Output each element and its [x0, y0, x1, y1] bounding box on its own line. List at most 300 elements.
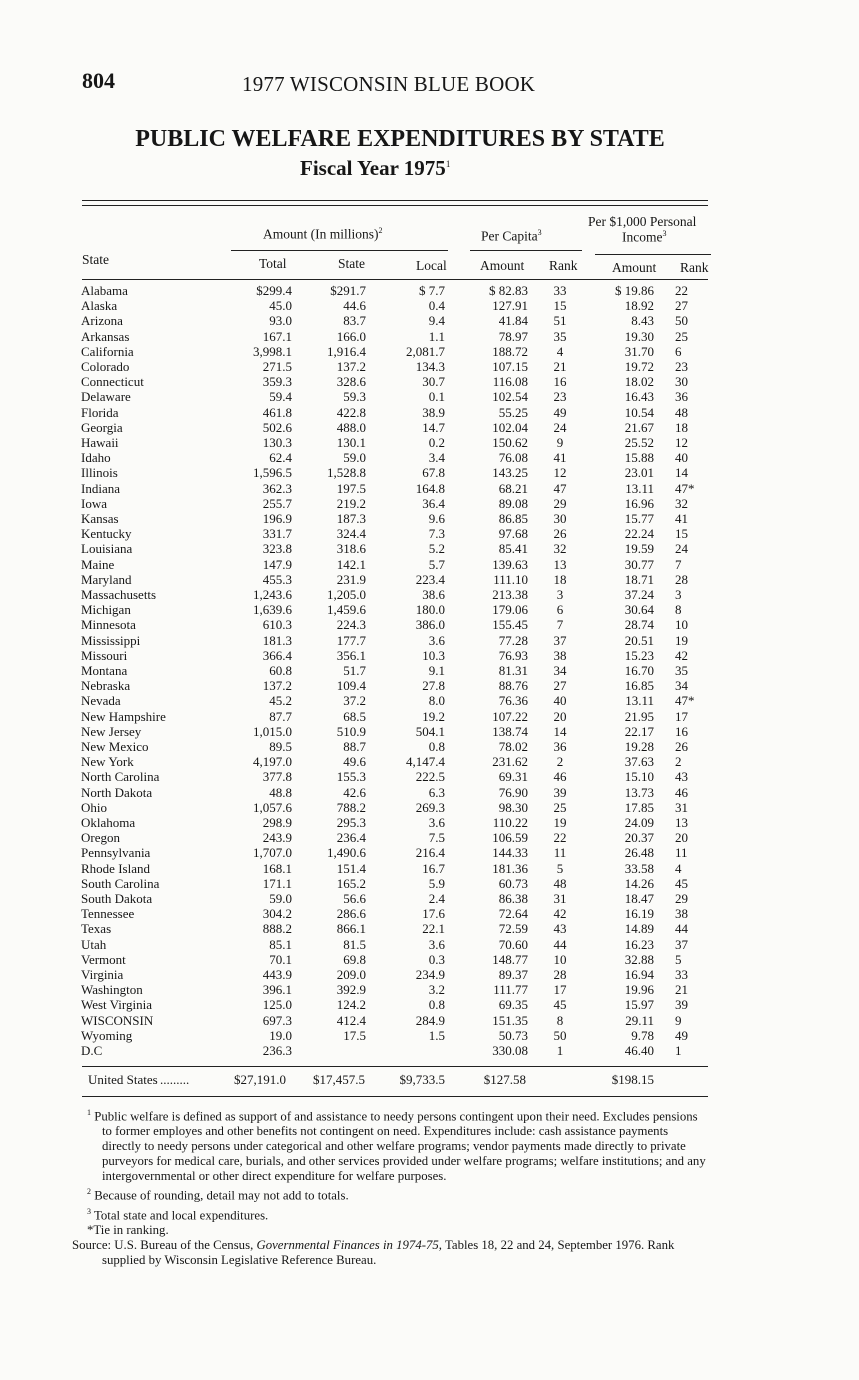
- state-name: [81, 283, 213, 298]
- state-name: [81, 937, 213, 952]
- per-income-amount: 22.17: [624, 723, 654, 739]
- state-name-text: D.C: [81, 1043, 103, 1058]
- state-amount: 356.1: [336, 647, 366, 663]
- state-amount: 197.5: [336, 480, 366, 496]
- state-name: [81, 389, 213, 404]
- state-name-text: Wyoming: [81, 1027, 133, 1043]
- state-name: [81, 769, 213, 784]
- table-row: [0, 921, 859, 936]
- total-amount: 85.1: [269, 936, 292, 952]
- per-capita-amount: 76.90: [498, 784, 528, 800]
- per-income-rank: 27: [675, 298, 688, 314]
- local-amount: 0.3: [428, 951, 445, 967]
- state-name-text: Rhode Island: [81, 860, 150, 876]
- state-amount: 42.6: [343, 784, 366, 800]
- table-row: [0, 374, 859, 389]
- table-row: [0, 693, 859, 708]
- state-name: [81, 541, 213, 556]
- state-name-text: New Mexico: [81, 739, 149, 754]
- state-name-text: Michigan: [81, 602, 131, 618]
- table-row: [0, 830, 859, 845]
- state-name: [81, 405, 213, 420]
- per-income-amount: 18.02: [624, 374, 654, 390]
- state-name-text: New Hampshire: [81, 708, 166, 724]
- state-amount: 1,459.6: [327, 602, 366, 618]
- state-name: [81, 496, 213, 511]
- header-bottom-rule: [82, 279, 708, 280]
- header-per-income-amount: Amount: [612, 260, 657, 275]
- state-name: [81, 709, 213, 724]
- per-income-amount: 20.37: [624, 830, 654, 846]
- per-income-rank: 32: [675, 495, 688, 511]
- table-row: [0, 1013, 859, 1028]
- local-amount: 19.2: [422, 708, 445, 724]
- per-income-rank: 49: [675, 1027, 688, 1043]
- table-row: [0, 1028, 859, 1043]
- per-income-amount: 15.77: [624, 511, 654, 526]
- state-name: [81, 602, 213, 617]
- page-number: 804: [82, 68, 115, 93]
- total-amount: 168.1: [262, 860, 292, 876]
- per-capita-rank: 23: [553, 389, 567, 405]
- per-income-amount: 22.24: [624, 526, 654, 542]
- per-capita-amount: 231.62: [492, 754, 528, 770]
- per-capita-amount: 78.02: [498, 739, 528, 754]
- total-amount: 304.2: [262, 906, 292, 922]
- per-income-rank: 42: [675, 647, 688, 663]
- per-capita-amount: 98.30: [498, 799, 528, 815]
- per-income-amount: 9.78: [631, 1027, 654, 1043]
- state-name: [81, 435, 213, 450]
- per-income-amount: 32.88: [624, 951, 654, 967]
- per-income-amount: 15.10: [624, 769, 654, 785]
- state-name-text: Iowa: [81, 495, 107, 511]
- state-name-text: Nebraska: [81, 678, 131, 694]
- per-income-amount: 18.47: [624, 891, 654, 906]
- per-capita-amount: 70.60: [498, 936, 528, 952]
- table-row: [0, 663, 859, 678]
- total-amount: 502.6: [262, 419, 292, 435]
- per-income-rank: 35: [675, 663, 688, 678]
- local-amount: 10.3: [422, 647, 445, 663]
- state-amount: 422.8: [336, 404, 366, 420]
- per-income-rank: 8: [675, 602, 682, 618]
- local-amount: 164.8: [415, 480, 445, 496]
- per-capita-amount: 76.36: [498, 693, 528, 709]
- state-amount: 488.0: [336, 419, 366, 435]
- per-income-amount: 15.88: [624, 450, 654, 466]
- table-row: [0, 800, 859, 815]
- per-income-rank: 14: [675, 465, 688, 481]
- local-amount: 223.4: [415, 571, 445, 587]
- per-capita-amount: 60.73: [498, 875, 528, 891]
- state-name: [81, 967, 213, 982]
- per-capita-rank: 12: [553, 465, 567, 481]
- state-name: [81, 845, 213, 860]
- local-amount: 180.0: [415, 602, 445, 618]
- per-capita-amount: 148.77: [492, 951, 528, 967]
- state-amount: 209.0: [336, 967, 366, 982]
- total-amount: 366.4: [262, 647, 292, 663]
- per-income-rank: 48: [675, 404, 688, 420]
- per-capita-rank: 16: [553, 374, 567, 390]
- per-income-rank: 16: [675, 723, 688, 739]
- per-capita-rank: 22: [553, 830, 567, 846]
- state-name-text: Oklahoma: [81, 815, 136, 830]
- per-income-rank: 2: [675, 754, 682, 770]
- local-amount: 3.6: [428, 632, 445, 648]
- per-capita-rank: 11: [553, 845, 567, 861]
- per-income-amount: 14.89: [624, 921, 654, 937]
- state-name-text: Utah: [81, 936, 107, 952]
- source-note: [72, 1238, 708, 1268]
- table-row: [0, 861, 859, 876]
- state-amount: 56.6: [343, 891, 366, 906]
- state-name-text: Washington: [81, 982, 143, 998]
- source-suffix: Tables 18, 22 and 24, September 1976. Rank supplied by Wisconsin Legislative Reference Bureau.: [102, 1237, 675, 1267]
- state-name: [81, 359, 213, 374]
- local-amount: 38.6: [422, 587, 445, 602]
- local-amount: $ 7.7: [419, 283, 445, 298]
- per-capita-rank: 37: [553, 632, 567, 648]
- per-income-rank: 44: [675, 921, 688, 937]
- local-amount: 3.6: [428, 815, 445, 830]
- us-total-total: $27,191.0: [234, 1072, 286, 1087]
- local-amount: 9.4: [428, 313, 445, 329]
- footnote-2-text: Because of rounding, detail may not add to totals.: [94, 1188, 349, 1203]
- per-capita-rank: 28: [553, 967, 567, 982]
- state-amount: 130.1: [336, 435, 366, 450]
- total-amount: 70.1: [269, 951, 292, 967]
- per-capita-rank: 26: [553, 526, 567, 542]
- table-row: [0, 329, 859, 344]
- per-capita-rank: 24: [553, 419, 567, 435]
- per-capita-amount: 155.45: [492, 617, 528, 633]
- per-capita-rank: 30: [553, 511, 567, 526]
- per-capita-rank: 8: [556, 1012, 564, 1028]
- local-amount: 0.8: [428, 997, 445, 1013]
- running-head: 1977 WISCONSIN BLUE BOOK: [242, 72, 536, 96]
- per-capita-rank: 29: [553, 495, 567, 511]
- table-row: [0, 405, 859, 420]
- total-amount: 48.8: [269, 784, 292, 800]
- local-amount: 3.4: [428, 450, 445, 466]
- per-capita-rank: 32: [553, 541, 567, 557]
- us-total-state: $17,457.5: [313, 1072, 365, 1087]
- local-amount: 8.0: [428, 693, 445, 709]
- local-amount: 2,081.7: [406, 343, 445, 359]
- state-name-text: California: [81, 343, 134, 359]
- per-income-rank: 22: [675, 283, 688, 298]
- state-name: [81, 997, 213, 1012]
- per-income-amount: 19.28: [624, 739, 654, 754]
- state-name-text: WISCONSIN: [81, 1012, 154, 1028]
- state-name: [81, 1043, 213, 1058]
- total-amount: 181.3: [262, 632, 292, 648]
- total-amount: 93.0: [269, 313, 292, 329]
- per-capita-rank: 49: [553, 404, 567, 420]
- top-double-rule-2: [82, 205, 708, 206]
- total-amount: 271.5: [262, 359, 292, 374]
- per-capita-rank: 48: [553, 875, 567, 891]
- total-amount: 331.7: [262, 526, 292, 542]
- total-amount: 362.3: [262, 480, 292, 496]
- state-name-text: Mississippi: [81, 632, 141, 648]
- state-amount: $291.7: [330, 283, 366, 298]
- per-income-rank: 39: [675, 997, 688, 1013]
- per-capita-amount: 139.63: [492, 556, 528, 572]
- per-capita-rank: 42: [553, 906, 567, 922]
- state-name: [81, 1013, 213, 1028]
- state-name: [81, 800, 213, 815]
- total-amount: 443.9: [262, 967, 292, 982]
- total-amount: 45.0: [269, 298, 292, 314]
- per-income-rank: 47*: [675, 693, 695, 709]
- per-capita-rank: 1: [556, 1043, 564, 1058]
- state-name: [81, 617, 213, 632]
- header-group-per-income-line2: [622, 229, 666, 246]
- header-local: Local: [416, 258, 447, 273]
- subtitle-text: Fiscal Year 1975: [300, 156, 446, 180]
- table-row: [0, 587, 859, 602]
- total-amount: 130.3: [262, 435, 292, 450]
- state-name: [81, 587, 213, 602]
- local-amount: 3.2: [428, 982, 445, 998]
- per-capita-amount: 77.28: [498, 632, 528, 648]
- header-group-per-income-label: Income: [622, 229, 663, 245]
- per-income-amount: 10.54: [624, 404, 654, 420]
- header-group-amount-label: Amount (In millions): [263, 226, 379, 242]
- state-name-text: Montana: [81, 663, 128, 678]
- per-income-rank: 47*: [675, 480, 695, 496]
- total-amount: 1,243.6: [253, 587, 292, 602]
- header-group-per-capita-label: Per Capita: [481, 228, 538, 244]
- state-name: [81, 876, 213, 891]
- header-total: Total: [259, 256, 287, 271]
- per-capita-rank: 36: [553, 739, 567, 754]
- table-row: [0, 602, 859, 617]
- table-row: [0, 344, 859, 359]
- per-income-amount: 19.59: [624, 541, 654, 557]
- per-income-amount: 18.92: [624, 298, 654, 314]
- table-row: [0, 785, 859, 800]
- header-group-amount: [263, 226, 383, 243]
- state-name: [81, 313, 213, 328]
- local-amount: 1.1: [428, 328, 445, 344]
- per-income-rank: 26: [675, 739, 688, 754]
- table-row: [0, 633, 859, 648]
- footnote-3-mark: 3: [87, 1206, 91, 1216]
- state-name: [81, 906, 213, 921]
- state-name-text: Kansas: [81, 511, 119, 526]
- state-name-text: Florida: [81, 404, 119, 420]
- total-amount: 62.4: [269, 450, 292, 466]
- header-group-per-capita-note: 3: [537, 228, 542, 237]
- total-amount: 4,197.0: [253, 754, 292, 770]
- table-row: [0, 982, 859, 997]
- per-income-rank: 1: [675, 1043, 682, 1058]
- per-income-amount: 19.72: [624, 359, 654, 374]
- state-name: [81, 420, 213, 435]
- local-amount: 134.3: [415, 359, 445, 374]
- per-capita-rank: 47: [553, 480, 567, 496]
- table-row: [0, 526, 859, 541]
- us-total-dots: .........: [160, 1072, 190, 1087]
- state-amount: 1,205.0: [327, 587, 366, 602]
- per-capita-amount: 106.59: [492, 830, 528, 846]
- state-amount: 392.9: [336, 982, 366, 998]
- state-amount: 109.4: [336, 678, 366, 694]
- per-income-rank: 36: [675, 389, 688, 405]
- state-name: [81, 298, 213, 313]
- state-amount: 318.6: [336, 541, 366, 557]
- per-capita-amount: 81.31: [498, 663, 528, 678]
- state-name: [81, 450, 213, 465]
- footnotes: [72, 1105, 708, 1268]
- per-capita-amount: 188.72: [492, 343, 528, 359]
- table-row: [0, 754, 859, 769]
- local-amount: 3.6: [428, 936, 445, 952]
- per-capita-amount: 181.36: [492, 860, 528, 876]
- per-capita-rank: 20: [553, 708, 567, 724]
- state-name-text: South Dakota: [81, 891, 153, 906]
- per-capita-rank: 10: [553, 951, 567, 967]
- per-capita-amount: 55.25: [498, 404, 528, 420]
- page-title: PUBLIC WELFARE EXPENDITURES BY STATE: [135, 126, 665, 152]
- state-name: [81, 952, 213, 967]
- state-name: [81, 465, 213, 480]
- per-income-amount: 15.23: [624, 647, 654, 663]
- per-capita-amount: 116.08: [492, 374, 528, 390]
- total-amount: 87.7: [269, 708, 292, 724]
- state-name-text: West Virginia: [81, 997, 152, 1013]
- state-amount: 866.1: [336, 921, 366, 937]
- state-name-text: Maryland: [81, 571, 132, 587]
- local-amount: 216.4: [415, 845, 445, 861]
- total-amount: 455.3: [262, 571, 292, 587]
- per-capita-rank: 51: [553, 313, 567, 329]
- state-name: [81, 921, 213, 936]
- table-row: [0, 313, 859, 328]
- state-amount: 1,490.6: [327, 845, 366, 861]
- table-row: [0, 648, 859, 663]
- per-income-rank: 17: [675, 708, 688, 724]
- state-name-text: Vermont: [81, 951, 126, 967]
- state-amount: 166.0: [336, 328, 366, 344]
- per-capita-rank: 43: [553, 921, 567, 937]
- state-name-text: Tennessee: [81, 906, 135, 922]
- table-row: [0, 511, 859, 526]
- per-income-rank: 10: [675, 617, 688, 633]
- state-name-text: South Carolina: [81, 875, 160, 891]
- per-income-rank: 31: [675, 799, 688, 815]
- per-capita-rank: 31: [553, 891, 567, 906]
- per-income-rank: 12: [675, 435, 688, 450]
- per-capita-amount: 76.93: [498, 647, 528, 663]
- total-amount: 323.8: [262, 541, 292, 557]
- total-amount: 888.2: [262, 921, 292, 937]
- per-income-amount: 16.43: [624, 389, 654, 405]
- per-income-rank: 5: [675, 951, 682, 967]
- per-capita-rank: 4: [556, 343, 564, 359]
- per-income-amount: 25.52: [624, 435, 654, 450]
- state-amount: 83.7: [343, 313, 366, 329]
- state-amount: 219.2: [336, 495, 366, 511]
- per-income-rank: 15: [675, 526, 688, 542]
- state-name: [81, 861, 213, 876]
- per-capita-amount: 69.31: [498, 769, 528, 785]
- state-amount: 412.4: [336, 1012, 366, 1028]
- table-row: [0, 557, 859, 572]
- state-name: [81, 891, 213, 906]
- per-income-rank: 28: [675, 571, 688, 587]
- table-row: [0, 997, 859, 1012]
- per-income-rank: 24: [675, 541, 688, 557]
- per-income-rank: 30: [675, 374, 688, 390]
- per-capita-amount: 88.76: [498, 678, 528, 694]
- table-row: [0, 739, 859, 754]
- state-name: [81, 526, 213, 541]
- per-income-rank: 25: [675, 328, 688, 344]
- total-amount: 171.1: [262, 875, 292, 891]
- state-name: [81, 982, 213, 997]
- footnote-tie: [72, 1223, 708, 1238]
- per-capita-rank: 19: [553, 815, 567, 830]
- per-income-amount: $ 19.86: [615, 283, 654, 298]
- per-income-amount: 16.70: [624, 663, 654, 678]
- per-capita-rank: 41: [553, 450, 567, 466]
- total-amount: 19.0: [269, 1027, 292, 1043]
- local-amount: 38.9: [422, 404, 445, 420]
- state-name: [81, 481, 213, 496]
- state-amount: 44.6: [343, 298, 366, 314]
- state-amount: 1,916.4: [327, 343, 366, 359]
- source-prefix: Source: U.S. Bureau of the Census,: [72, 1237, 254, 1252]
- state-name: [81, 739, 213, 754]
- per-capita-amount: 69.35: [498, 997, 528, 1013]
- table-row: [0, 906, 859, 921]
- per-income-rank: 41: [675, 511, 688, 526]
- per-capita-amount: 138.74: [492, 723, 528, 739]
- per-income-rank: 45: [675, 875, 688, 891]
- per-capita-amount: 127.91: [492, 298, 528, 314]
- per-capita-rank: 18: [553, 571, 567, 587]
- footnote-3-text: Total state and local expenditures.: [93, 1207, 269, 1222]
- per-capita-amount: 89.37: [498, 967, 528, 982]
- total-amount: 59.4: [269, 389, 292, 405]
- per-income-rank: 18: [675, 419, 688, 435]
- per-income-amount: 31.70: [624, 343, 654, 359]
- header-per-capita-rank: Rank: [549, 258, 578, 273]
- state-name-text: Arizona: [81, 313, 123, 329]
- total-amount: 1,639.6: [253, 602, 292, 618]
- per-capita-amount: 107.15: [492, 359, 528, 374]
- state-name-text: Texas: [81, 921, 112, 937]
- per-capita-amount: 111.10: [493, 571, 528, 587]
- total-amount: 45.2: [269, 693, 292, 709]
- per-income-amount: 20.51: [624, 632, 654, 648]
- per-income-amount: 37.63: [624, 754, 654, 770]
- per-income-rank: 13: [675, 815, 688, 830]
- header-per-capita-amount: Amount: [480, 258, 525, 273]
- state-amount: 137.2: [336, 359, 366, 374]
- state-name: [81, 648, 213, 663]
- total-amount: 59.0: [269, 891, 292, 906]
- state-amount: 286.6: [336, 906, 366, 922]
- per-income-amount: 46.40: [624, 1043, 654, 1058]
- state-name-text: Virginia: [81, 967, 124, 982]
- per-income-rank: 34: [675, 678, 688, 694]
